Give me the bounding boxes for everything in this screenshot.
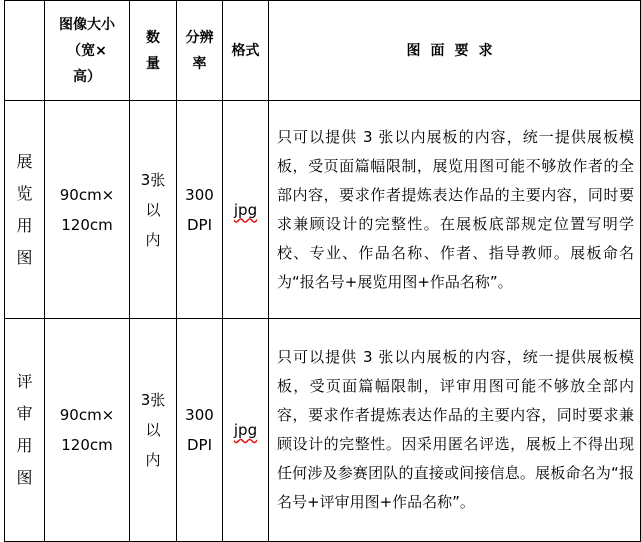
category-char: 图: [16, 468, 33, 487]
qty-char: 以: [145, 421, 161, 439]
category-char: 览: [16, 183, 33, 203]
header-requirements-text: 图面要求: [406, 42, 503, 59]
header-resolution: [177, 1, 223, 101]
requirement-text: 只可以提供 3 张以内展板的内容，统一提供展板模板，受页面篇幅限制，评审用图可能不够放全部内容，要求作者提炼表达作品的主要内容，同时要求兼顾设计的完整性。因采用匿名评选，展板上不得出现任何涉及参赛团队的直接或间接信息。展板命名为“报名号+评审用图+作品名称”。: [269, 319, 641, 542]
header-requirements: [269, 1, 641, 101]
header-quantity: [130, 1, 177, 101]
category-char: 用: [16, 436, 33, 455]
category-char: 审: [16, 404, 33, 423]
header-qty-line2: 量: [146, 55, 160, 72]
size-cell: [45, 101, 130, 319]
format-cell: [223, 319, 269, 542]
qty-char: 3张: [140, 170, 166, 189]
size-line2: 120cm: [61, 436, 113, 454]
resolution-cell: [177, 101, 223, 319]
requirement-text: 只可以提供 3 张以内展板的内容，统一提供展板模板，受页面篇幅限制，展览用图可能不够放作者的全部内容，要求作者提炼表达作品的主要内容，同时要求兼顾设计的完整性。在展板底部规定位置写明学校、专业、作品名称、作者、指导教师。展板命名为“报名号+展览用图+作品名称”。: [269, 101, 641, 319]
header-res-line2: 率: [192, 55, 207, 72]
qty-char: 内: [145, 230, 161, 249]
header-size-line3: 高）: [73, 68, 101, 85]
res-line1: 300: [185, 185, 214, 204]
category-char: 评: [16, 372, 33, 391]
format-value: jpg: [233, 421, 258, 439]
submission-spec-table: [4, 0, 641, 542]
qty-char: 以: [145, 200, 161, 219]
res-line2: DPI: [186, 436, 213, 454]
header-row: [5, 1, 641, 101]
qty-char: 内: [145, 451, 161, 469]
category-char: 展: [16, 151, 33, 171]
size-line1: 90cm×: [59, 185, 115, 204]
res-line1: 300: [185, 406, 214, 424]
header-qty-line1: 数: [146, 29, 160, 46]
qty-char: 3张: [140, 391, 166, 409]
row-category: [5, 319, 45, 542]
category-char: 用: [16, 215, 33, 235]
header-blank: [5, 1, 45, 101]
quantity-cell: [130, 101, 177, 319]
format-cell: [223, 101, 269, 319]
table-row: [5, 101, 641, 319]
format-value: jpg: [233, 200, 258, 219]
category-char: 图: [16, 247, 33, 267]
header-image-size: [45, 1, 130, 101]
res-line2: DPI: [186, 215, 213, 234]
size-cell: [45, 319, 130, 542]
header-format: 格式: [223, 1, 269, 101]
table-row: [5, 319, 641, 542]
size-line2: 120cm: [61, 215, 113, 234]
row-category: [5, 101, 45, 319]
header-res-line1: 分辨: [185, 29, 214, 46]
header-size-line1: 图像大小: [59, 16, 115, 33]
quantity-cell: [130, 319, 177, 542]
header-size-line2: （宽×: [67, 42, 107, 59]
resolution-cell: [177, 319, 223, 542]
size-line1: 90cm×: [59, 406, 115, 424]
